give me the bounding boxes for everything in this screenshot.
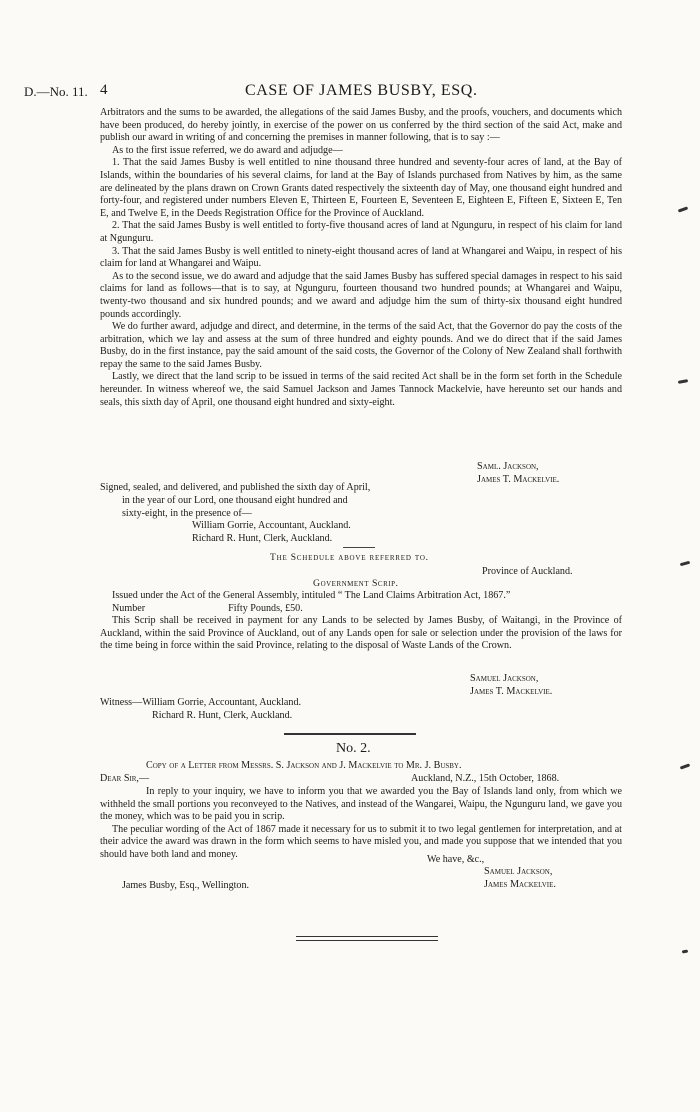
- award-item-1: 1. That the said James Busby is well entitled to nine thousand three hundred and seventy-four acres of land, at the Bay of Islands, within the boundaries of his several claims, for land at the Bay of Islands purchased from Natives by him, as the same are delineated by the plans drawn on Crown Grants dated respectively the sixteenth day of May, one thousand eight hundred and forty-four, and registered under numbers Eleven E, Thirteen E, Fourteen E, Seventeen E, Eighteen E, Fifteen E, Sixteen E, Ten E, and Twelve E, in the Deeds Registration Office for the Province of Auckland.: [100, 157, 622, 219]
- end-rule-bottom: [296, 940, 438, 941]
- second-issue: As to the second issue, we do award and adjudge that the said James Busby has suffered special damages in respect to his said claims for land as follows—that is to say, at Ngunguru, fourteen thousand two hundred pounds; at Whangarei and Waipu, twenty-two thousand and six hundred pounds; and we award and adjudge him the sum of thirty-six thousand eight hundred pounds accordingly.: [100, 270, 622, 320]
- letter-number: No. 2.: [336, 741, 371, 756]
- schedule-signature-mackelvie: James T. Mackelvie.: [470, 686, 553, 697]
- letter-addressee: James Busby, Esq., Wellington.: [122, 880, 250, 891]
- scan-mark: [678, 379, 688, 384]
- page-number: 4: [100, 82, 108, 98]
- witness-gorrie: William Gorrie, Accountant, Auckland.: [192, 520, 351, 532]
- letter-signatures: [484, 866, 556, 892]
- letter-closing: We have, &c.,: [427, 854, 485, 865]
- end-rule-top: [296, 936, 438, 937]
- divider-short: [343, 547, 375, 548]
- scan-mark: [680, 763, 690, 769]
- scrip-body: This Scrip shall be received in payment for any Lands to be selected by James Busby, of Waitangi, in the Province of Auckland, within the said Province of Auckland, out of any Lands open for sale or selection under the provision of the laws for the time being in force within the said Province, relating to the disposal of Waste Lands of the Crown.: [100, 615, 622, 652]
- schedule-witness-hunt: Richard R. Hunt, Clerk, Auckland.: [152, 709, 293, 721]
- award-item-3: 3. That the said James Busby is well entitled to ninety-eight thousand acres of land at Whangarei and Waipu, in respect of his claim for land at Whangarei and Waipu.: [100, 245, 622, 270]
- letter-salutation: Dear Sir,—: [100, 773, 150, 784]
- scrip-amount: Fifty Pounds, £50.: [228, 602, 303, 614]
- signed-line-2: in the year of our Lord, one thousand eight hundred and: [122, 494, 348, 506]
- scrip-issued: Issued under the Act of the General Assembly, intituled “ The Land Claims Arbitration Act, 1867.”: [112, 590, 511, 601]
- schedule-province: Province of Auckland.: [482, 566, 573, 577]
- witness-hunt: Richard R. Hunt, Clerk, Auckland.: [192, 533, 333, 545]
- scan-mark: [678, 206, 688, 212]
- schedule-text: [100, 590, 622, 653]
- further-award: We do further award, adjudge and direct, and determine, in the terms of the said Act, that the Governor do pay the costs of the arbitration, which we lay and assess at the sum of three hundred and eighty pounds. And we do direct that if the said James Busby, do in the first instance, pay the said amount of the said costs, the Governor of the Colony of New Zealand shall forthwith repay the same to the said James Busby.: [100, 321, 622, 370]
- scan-mark: [682, 950, 688, 954]
- scrip-number-label: Number: [112, 602, 146, 614]
- schedule-signature-jackson: Samuel Jackson,: [470, 673, 539, 684]
- signed-line-3: sixty-eight, in the presence of—: [122, 507, 252, 519]
- schedule-witness-gorrie: Witness—William Gorrie, Accountant, Auckland.: [100, 697, 302, 708]
- scan-mark: [680, 561, 690, 566]
- lastly-paragraph: Lastly, we direct that the land scrip to be issued in terms of the said recited Act shall be in the form set forth in the Schedule hereunder. In witness whereof we, the said Samuel Jackson and James Tannock Mackelvie, have hereunto set our hands and seals, this sixth day of April, one thousand eight hundred and sixty-eight.: [100, 371, 622, 408]
- letter-caption: Copy of a Letter from Messrs. S. Jackson and J. Mackelvie to Mr. J. Busby.: [146, 760, 462, 771]
- document-reference: D.—No. 11.: [24, 84, 88, 99]
- scrip-heading: Government Scrip.: [313, 578, 399, 589]
- page-title: CASE OF JAMES BUSBY, ESQ.: [245, 82, 478, 99]
- letter-place-date: Auckland, N.Z., 15th October, 1868.: [411, 773, 560, 784]
- award-intro: Arbitrators and the sums to be awarded, the allegations of the said James Busby, and the proofs, vouchers, and documents which have been produced, do hereby jointly, in exercise of the power on us conferred by the third section of the said Act, make and publish our award in writing of and concerning the premises in manner following, that is to say :—: [100, 107, 622, 144]
- signature-mackelvie: James T. Mackelvie.: [477, 474, 560, 485]
- first-issue: As to the first issue referred, we do award and adjudge—: [112, 144, 343, 156]
- letter-paragraph-1: In reply to your inquiry, we have to inform you that we awarded you the Bay of Islands land only, from which we withheld the small portions you reconveyed to the Natives, and instead of the Wangarei, Waipu, the Ngunguru land, we gave you the money, which was to be paid you in scrip.: [100, 786, 622, 823]
- schedule-heading: The Schedule above referred to.: [270, 553, 429, 563]
- signed-line-1: Signed, sealed, and delivered, and published the sixth day of April,: [100, 482, 371, 493]
- schedule-witness: [100, 697, 301, 723]
- schedule-signatures: [470, 672, 552, 698]
- letter-paragraph-2: The peculiar wording of the Act of 1867 made it necessary for us to submit it to two legal gentlemen for interpretation, and at their advice the award was drawn in the form which seems to have misled you, and made you suppose that we intended that you should have both land and money.: [100, 823, 622, 860]
- signature-jackson: Saml. Jackson,: [477, 461, 539, 472]
- scrip-number-line: [100, 603, 622, 616]
- award-text: [100, 107, 622, 409]
- letter-signature-jackson: Samuel Jackson,: [484, 866, 553, 877]
- divider-rule: [284, 733, 416, 735]
- letter-signature-mackelvie: James Mackelvie.: [484, 878, 556, 890]
- signed-block: [100, 482, 445, 546]
- letter-body: [100, 786, 622, 862]
- award-signatures: [477, 460, 559, 486]
- award-item-2: 2. That the said James Busby is well entitled to forty-five thousand acres of land at Ngunguru, in respect of his claim for land at Ngunguru.: [100, 220, 622, 244]
